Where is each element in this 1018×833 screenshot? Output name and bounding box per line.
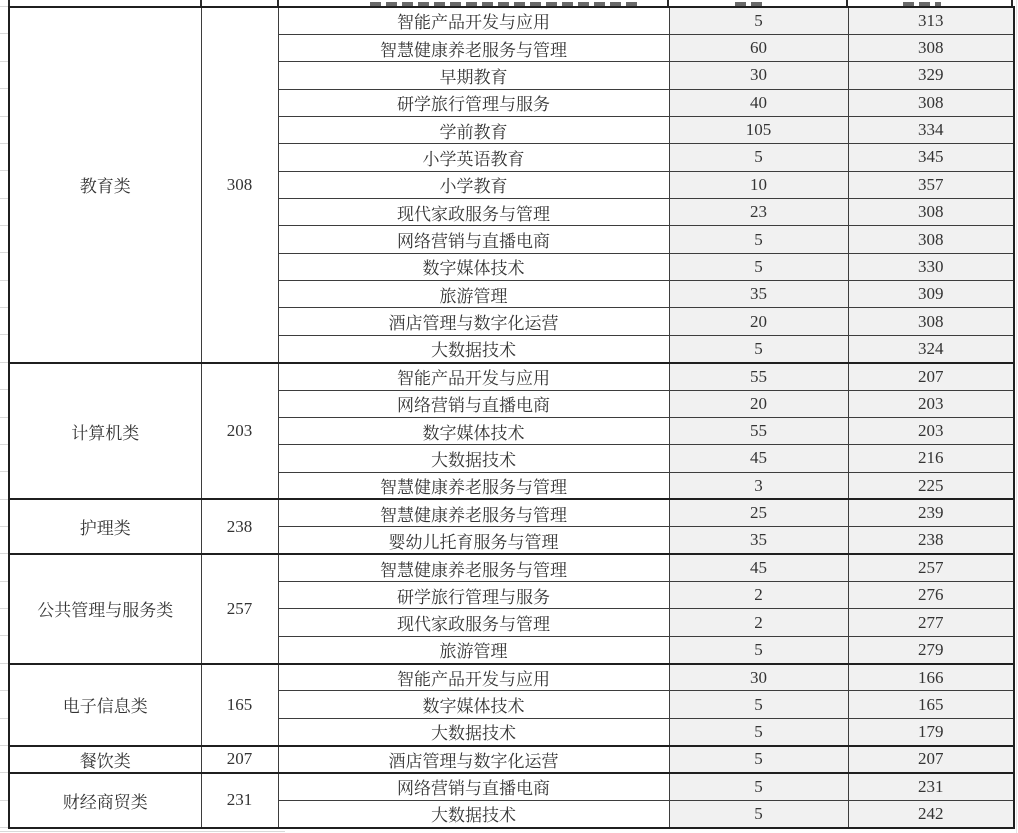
major-cell: 研学旅行管理与服务 (278, 582, 669, 609)
sheet-gridline (0, 581, 8, 582)
sheet-gridline (0, 362, 8, 363)
category-cell: 教育类 (9, 7, 201, 363)
major-cell: 小学英语教育 (278, 144, 669, 171)
count-cell: 35 (669, 281, 848, 308)
score-cell: 308 (848, 89, 1014, 116)
score-cell: 225 (848, 472, 1014, 499)
table-row (9, 664, 1014, 691)
major-cell: 大数据技术 (278, 335, 669, 362)
score-cell: 330 (848, 253, 1014, 280)
major-cell: 旅游管理 (278, 281, 669, 308)
score-cell: 309 (848, 281, 1014, 308)
category-score-cell: 207 (201, 746, 278, 773)
score-cell: 324 (848, 335, 1014, 362)
category-score-cell: 231 (201, 773, 278, 828)
score-cell: 334 (848, 116, 1014, 143)
count-cell: 5 (669, 691, 848, 718)
score-cell: 313 (848, 7, 1014, 34)
count-cell: 5 (669, 773, 848, 800)
sheet-gridline (0, 170, 8, 171)
category-score-cell: 238 (201, 499, 278, 554)
category-score-cell: 203 (201, 363, 278, 500)
score-cell: 345 (848, 144, 1014, 171)
sheet-gridline (0, 553, 8, 554)
sheet-gridline (0, 334, 8, 335)
major-cell: 小学教育 (278, 171, 669, 198)
table-row (9, 554, 1014, 581)
major-cell: 学前教育 (278, 116, 669, 143)
sheet-gridline (0, 88, 8, 89)
sheet-gridline (0, 800, 8, 801)
count-cell: 23 (669, 199, 848, 226)
score-cell: 308 (848, 199, 1014, 226)
major-cell: 大数据技术 (278, 445, 669, 472)
sheet-gridline (0, 635, 8, 636)
count-cell: 5 (669, 253, 848, 280)
sheet-gridline (0, 198, 8, 199)
score-cell: 357 (848, 171, 1014, 198)
count-cell: 5 (669, 226, 848, 253)
major-cell: 智慧健康养老服务与管理 (278, 499, 669, 526)
major-cell: 智能产品开发与应用 (278, 363, 669, 390)
score-cell: 277 (848, 609, 1014, 636)
sheet-gridline (0, 499, 8, 500)
score-cell: 231 (848, 773, 1014, 800)
major-cell: 数字媒体技术 (278, 691, 669, 718)
sheet-gridline (0, 772, 8, 773)
count-cell: 5 (669, 7, 848, 34)
category-cell: 计算机类 (9, 363, 201, 500)
sheet-gridline (0, 471, 8, 472)
table-row (9, 773, 1014, 800)
score-cell: 179 (848, 718, 1014, 745)
score-cell: 308 (848, 226, 1014, 253)
major-cell: 网络营销与直播电商 (278, 773, 669, 800)
sheet-gridline (0, 33, 8, 34)
score-cell: 239 (848, 499, 1014, 526)
score-cell: 203 (848, 417, 1014, 444)
category-score-cell: 257 (201, 554, 278, 663)
sheet-gridline (1016, 0, 1017, 833)
major-cell: 数字媒体技术 (278, 417, 669, 444)
score-cell: 207 (848, 363, 1014, 390)
admission-table-body (9, 7, 1014, 828)
sheet-gridline (0, 831, 285, 832)
major-cell: 酒店管理与数字化运营 (278, 308, 669, 335)
count-cell: 55 (669, 417, 848, 444)
major-cell: 酒店管理与数字化运营 (278, 746, 669, 773)
count-cell: 20 (669, 308, 848, 335)
major-cell: 智慧健康养老服务与管理 (278, 34, 669, 61)
table-row (9, 746, 1014, 773)
sheet-gridline (0, 663, 8, 664)
sheet-gridline (0, 6, 8, 7)
category-cell: 财经商贸类 (9, 773, 201, 828)
sheet-gridline (0, 526, 8, 527)
major-cell: 数字媒体技术 (278, 253, 669, 280)
sheet-gridline (0, 280, 8, 281)
sheet-gridline (0, 417, 8, 418)
count-cell: 30 (669, 664, 848, 691)
sheet-gridline (0, 745, 8, 746)
major-cell: 大数据技术 (278, 718, 669, 745)
major-cell: 研学旅行管理与服务 (278, 89, 669, 116)
count-cell: 55 (669, 363, 848, 390)
sheet-gridline (0, 718, 8, 719)
score-cell: 329 (848, 62, 1014, 89)
category-score-cell: 308 (201, 7, 278, 363)
major-cell: 智能产品开发与应用 (278, 664, 669, 691)
score-cell: 279 (848, 636, 1014, 663)
count-cell: 45 (669, 554, 848, 581)
major-cell: 婴幼儿托育服务与管理 (278, 527, 669, 554)
table-row (9, 363, 1014, 390)
sheet-gridline (0, 116, 8, 117)
score-cell: 276 (848, 582, 1014, 609)
sheet-gridline (0, 827, 8, 828)
score-cell: 207 (848, 746, 1014, 773)
count-cell: 20 (669, 390, 848, 417)
sheet-gridline (0, 444, 8, 445)
major-cell: 大数据技术 (278, 800, 669, 827)
count-cell: 5 (669, 636, 848, 663)
category-cell: 电子信息类 (9, 664, 201, 746)
count-cell: 35 (669, 527, 848, 554)
major-cell: 智能产品开发与应用 (278, 7, 669, 34)
count-cell: 2 (669, 582, 848, 609)
major-cell: 网络营销与直播电商 (278, 390, 669, 417)
sheet-gridline (0, 608, 8, 609)
score-cell: 308 (848, 34, 1014, 61)
score-cell: 238 (848, 527, 1014, 554)
table-row (9, 499, 1014, 526)
major-cell: 现代家政服务与管理 (278, 609, 669, 636)
count-cell: 60 (669, 34, 848, 61)
count-cell: 40 (669, 89, 848, 116)
count-cell: 5 (669, 746, 848, 773)
major-cell: 早期教育 (278, 62, 669, 89)
count-cell: 105 (669, 116, 848, 143)
score-cell: 308 (848, 308, 1014, 335)
category-cell: 护理类 (9, 499, 201, 554)
score-cell: 257 (848, 554, 1014, 581)
sheet-gridline (0, 690, 8, 691)
major-cell: 旅游管理 (278, 636, 669, 663)
category-cell: 公共管理与服务类 (9, 554, 201, 663)
count-cell: 45 (669, 445, 848, 472)
count-cell: 10 (669, 171, 848, 198)
sheet-gridline (0, 252, 8, 253)
count-cell: 5 (669, 800, 848, 827)
sheet-gridline (0, 225, 8, 226)
category-cell: 餐饮类 (9, 746, 201, 773)
count-cell: 5 (669, 335, 848, 362)
count-cell: 2 (669, 609, 848, 636)
sheet-gridline (0, 307, 8, 308)
count-cell: 25 (669, 499, 848, 526)
score-cell: 242 (848, 800, 1014, 827)
count-cell: 5 (669, 144, 848, 171)
score-cell: 166 (848, 664, 1014, 691)
sheet-gridline (0, 61, 8, 62)
major-cell: 智慧健康养老服务与管理 (278, 554, 669, 581)
table-row (9, 7, 1014, 34)
sheet-gridline (0, 389, 8, 390)
count-cell: 5 (669, 718, 848, 745)
score-cell: 165 (848, 691, 1014, 718)
major-cell: 现代家政服务与管理 (278, 199, 669, 226)
major-cell: 网络营销与直播电商 (278, 226, 669, 253)
count-cell: 30 (669, 62, 848, 89)
category-score-cell: 165 (201, 664, 278, 746)
admission-table (8, 6, 1015, 829)
count-cell: 3 (669, 472, 848, 499)
score-cell: 203 (848, 390, 1014, 417)
major-cell: 智慧健康养老服务与管理 (278, 472, 669, 499)
sheet-gridline (0, 143, 8, 144)
score-cell: 216 (848, 445, 1014, 472)
